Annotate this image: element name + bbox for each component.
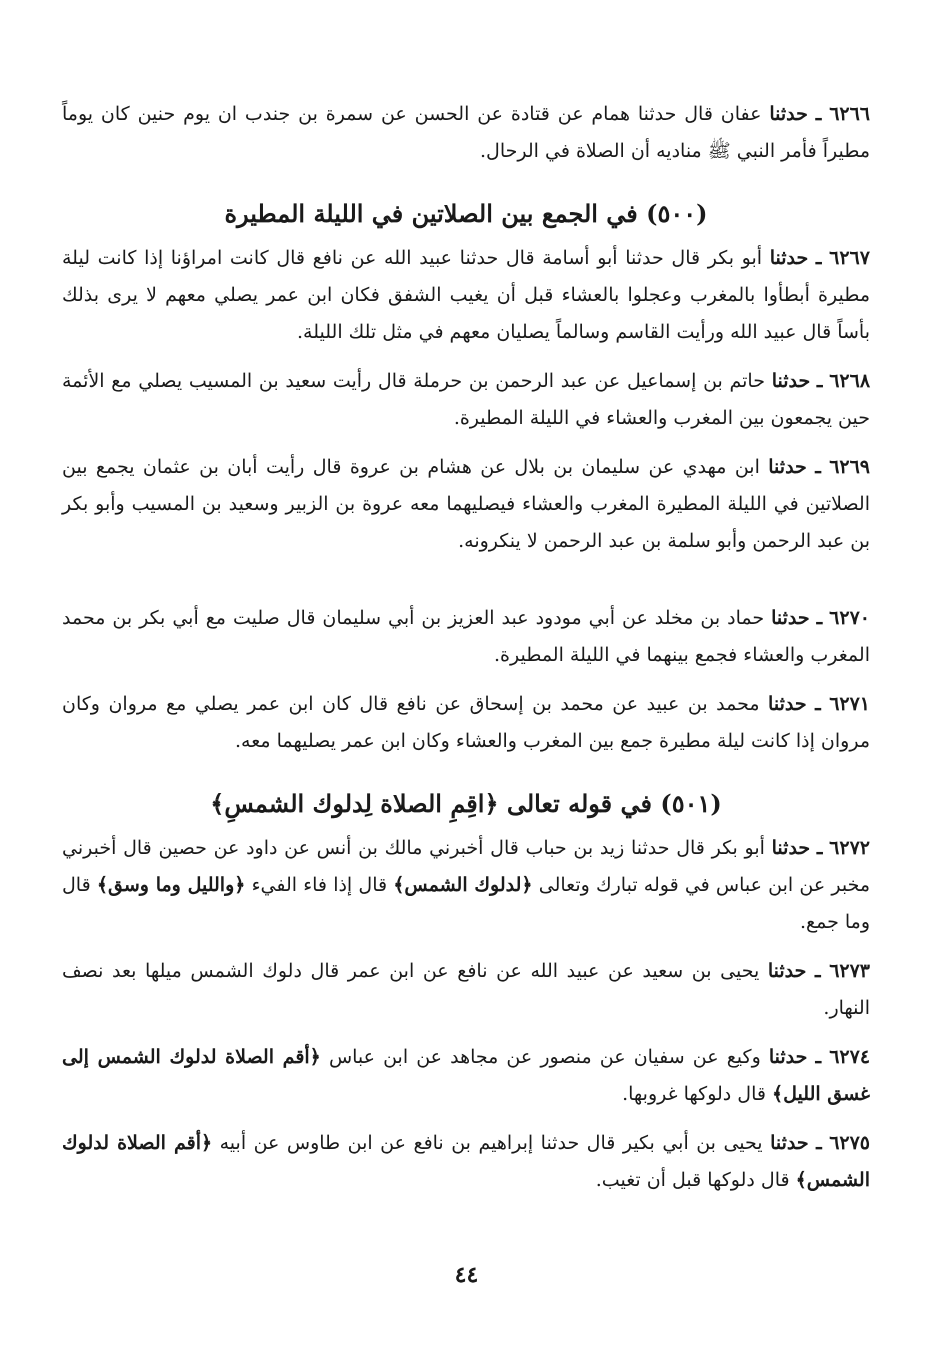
page-number: ٤٤ <box>454 1262 479 1288</box>
hadith-6266 <box>62 96 870 170</box>
quran-quote: ﴿والليل وما وسق﴾ <box>96 874 246 896</box>
hadith-text: قال دلوكها قبل أن تغيب. <box>595 1169 790 1191</box>
separator: ـ <box>816 1132 822 1154</box>
hadith-text: عفان قال حدثنا همام عن قتادة عن الحسن عن سمرة بن جندب ان يوم حنين كان يوماً مطيراً فأمر النبي ﷺ مناديه أن الصلاة في الرحال. <box>62 103 870 162</box>
hadith-keyword: حدثنا <box>768 456 807 478</box>
quran-quote: ﴿أقم الصلاة لدلوك الشمس﴾ <box>62 1132 870 1191</box>
hadith-text: ابن مهدي عن سليمان بن بلال عن هشام بن عروة قال رأيت أبان بن عثمان يجمع بين الصلاتين في الليلة المطيرة المغرب والعشاء فيصليهما معه عروة بن الزبير وسعيد بن المسيب وأبو بكر بن عبد الرحمن وأبو سلمة بن عبد الرحمن لا ينكرونه. <box>62 456 870 552</box>
hadith-number: ٦٢٧٢ <box>829 837 870 859</box>
hadith-keyword: حدثنا <box>771 370 811 392</box>
separator: ـ <box>816 837 823 859</box>
separator: ـ <box>815 960 821 982</box>
hadith-text: وكيع عن سفيان عن منصور عن مجاهد عن ابن عباس <box>328 1046 761 1068</box>
separator: ـ <box>815 1046 822 1068</box>
hadith-6270 <box>62 600 870 674</box>
hadith-number: ٦٢٧٤ <box>829 1046 871 1068</box>
hadith-number: ٦٢٧٥ <box>829 1132 871 1154</box>
hadith-text: يحيى بن أبي بكير قال حدثنا إبراهيم بن نافع عن ابن طاوس عن أبيه <box>219 1132 763 1154</box>
hadith-keyword: حدثنا <box>771 607 810 629</box>
hadith-text: حماد بن مخلد عن أبي مودود عبد العزيز بن أبي سليمان قال صليت مع أبي بكر بن محمد المغرب والعشاء فجمع بينهما في الليلة المطيرة. <box>62 607 870 666</box>
hadith-keyword: حدثنا <box>767 960 807 982</box>
hadith-6275 <box>62 1125 870 1199</box>
hadith-6271 <box>62 686 870 760</box>
hadith-number: ٦٢٧٠ <box>829 607 870 629</box>
separator: ـ <box>815 693 821 715</box>
hadith-text: أبو بكر قال حدثنا أبو أسامة قال حدثنا عبيد الله عن نافع قال كانت امراؤنا إذا كانت ليلة مطيرة أبطأوا بالمغرب وعجلوا بالعشاء قبل أن يغيب الشفق فكان ابن عمر يصلي معهم لا يرى بذلك بأساً قال عبيد الله ورأيت القاسم وسالماً يصليان معهم في مثل تلك الليلة. <box>62 247 870 343</box>
separator: ـ <box>816 370 823 392</box>
separator: ـ <box>815 247 822 269</box>
hadith-number: ٦٢٦٦ <box>829 103 871 125</box>
hadith-number: ٦٢٧١ <box>829 693 871 715</box>
hadith-number: ٦٢٦٧ <box>829 247 870 269</box>
hadith-keyword: حدثنا <box>769 103 808 125</box>
page-body <box>62 96 870 1211</box>
hadith-keyword: حدثنا <box>769 247 809 269</box>
chapter-heading-500: (٥٠٠) في الجمع بين الصلاتين في الليلة المطيرة <box>224 199 708 228</box>
hadith-text: قال إذا فاء الفيء <box>251 874 388 896</box>
hadith-number: ٦٢٦٨ <box>829 370 871 392</box>
hadith-text: يحيى بن سعيد عن عبيد الله عن نافع عن ابن عمر قال دلوك الشمس ميلها بعد نصف النهار. <box>62 960 870 1019</box>
hadith-6274 <box>62 1039 870 1113</box>
separator: ـ <box>815 456 821 478</box>
spacer <box>62 572 870 600</box>
hadith-keyword: حدثنا <box>768 1046 808 1068</box>
hadith-6272 <box>62 830 870 941</box>
hadith-text: أبو بكر قال حدثنا زيد بن حباب قال أخبرني مالك بن أنس عن داود عن حصين قال أخبرني مخبر عن ابن عباس في قوله تبارك وتعالى <box>62 837 871 896</box>
separator: ـ <box>815 103 822 125</box>
hadith-number: ٦٢٦٩ <box>829 456 871 478</box>
hadith-keyword: حدثنا <box>770 1132 809 1154</box>
quran-quote: ﴿لدلوك الشمس﴾ <box>393 874 533 896</box>
hadith-6269 <box>62 449 870 560</box>
hadith-number: ٦٢٧٣ <box>829 960 871 982</box>
separator: ـ <box>816 607 823 629</box>
hadith-6267 <box>62 240 870 351</box>
hadith-6273 <box>62 953 870 1027</box>
hadith-keyword: حدثنا <box>771 837 811 859</box>
hadith-text: حاتم بن إسماعيل عن عبد الرحمن بن حرملة قال رأيت سعيد بن المسيب يصلي مع الأئمة حين يجمعون بين المغرب والعشاء في الليلة المطيرة. <box>62 370 870 429</box>
hadith-text: قال وما جمع. <box>62 874 870 933</box>
hadith-text: قال دلوكها غروبها. <box>622 1083 766 1105</box>
chapter-heading-501: (٥٠١) في قوله تعالى ﴿اقِمِ الصلاة لِدلوك الشمسِ﴾ <box>210 789 722 818</box>
quran-quote: ﴿أقم الصلاة لدلوك الشمس إلى غسق الليل﴾ <box>62 1046 870 1105</box>
hadith-keyword: حدثنا <box>768 693 807 715</box>
hadith-6268 <box>62 363 870 437</box>
hadith-text: محمد بن عبيد عن محمد بن إسحاق عن نافع قال كان ابن عمر يصلي مع مروان وكان مروان إذا كانت ليلة مطيرة جمع بين المغرب والعشاء وكان ابن عمر يصليهما معه. <box>62 693 870 752</box>
